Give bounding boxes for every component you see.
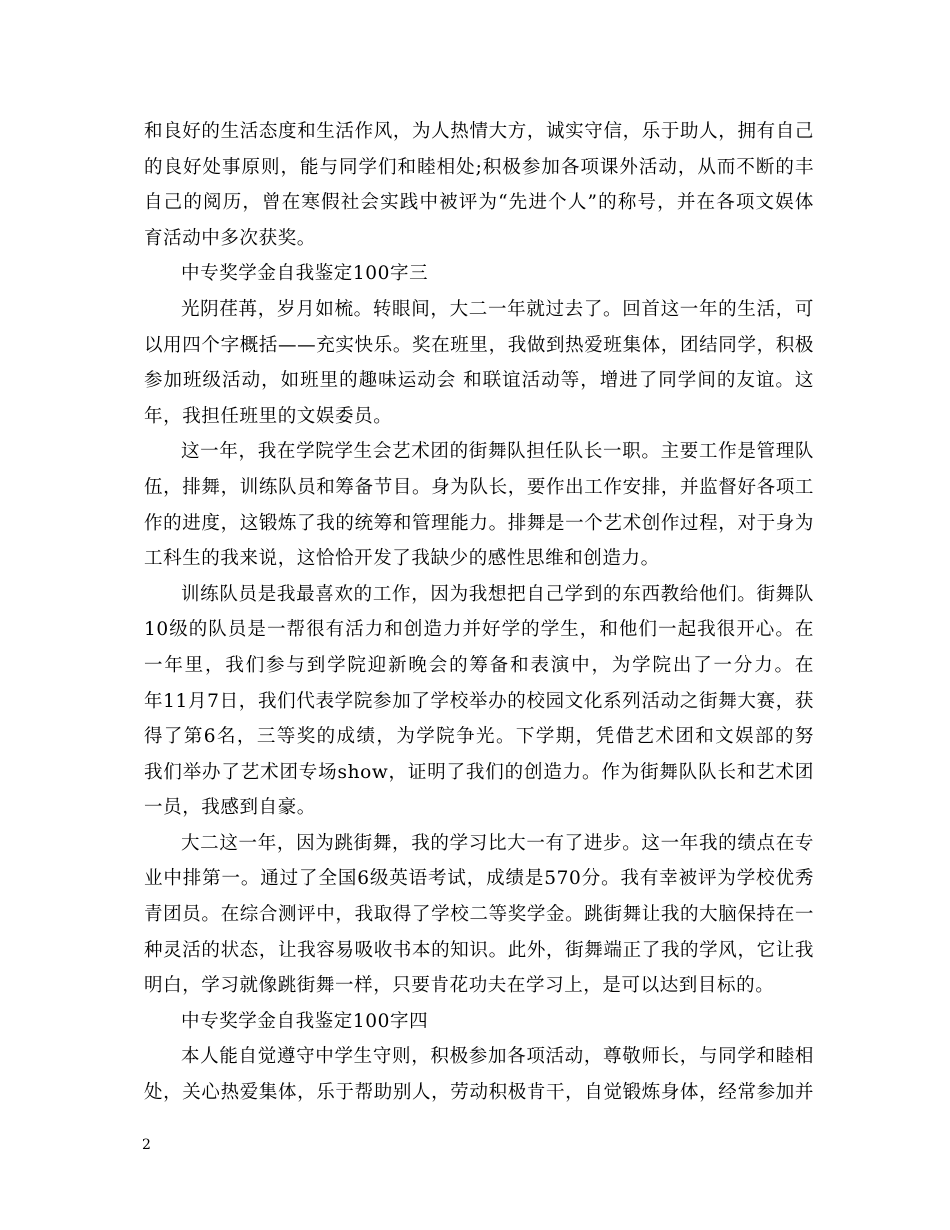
page-number: 2 — [142, 1137, 151, 1153]
text-line: 明白，学习就像跳街舞一样，只要肯花功夫在学习上，是可以达到目标的。 — [144, 975, 775, 997]
text-line: 参加班级活动，如班里的趣味运动会 和联谊活动等，增进了同学间的友谊。这 — [144, 370, 814, 392]
text-line: 以用四个字概括——充实快乐。奖在班里，我做到热爱班集体，团结同学，积极 — [144, 334, 814, 356]
text-line: 训练队员是我最喜欢的工作，因为我想把自己学到的东西教给他们。街舞队 — [181, 583, 814, 605]
text-line: 和良好的生活态度和生活作风，为人热情大方，诚实守信，乐于助人，拥有自己 — [144, 121, 814, 142]
text-line: 大二这一年，因为跳街舞，我的学习比大一有了进步。这一年我的绩点在专 — [181, 832, 814, 854]
text-line: 一年里，我们参与到学院迎新晚会的筹备和表演中，为学院出了一分力。在 — [144, 654, 814, 676]
text-line: 业中排第一。通过了全国6级英语考试，成绩是570分。我有幸被评为学校优秀 — [144, 868, 814, 890]
text-line: 一员，我感到自豪。 — [144, 797, 316, 819]
text-line: 得了第6名，三等奖的成绩，为学院争光。下学期，凭借艺术团和文娱部的努 — [144, 726, 814, 748]
text-line: 种灵活的状态，让我容易吸收书本的知识。此外，街舞端正了我的学风，它让我 — [144, 939, 814, 961]
text-line: 作的进度，这锻炼了我的统筹和管理能力。排舞是一个艺术创作过程，对于身为 — [144, 512, 814, 534]
text-line: 育活动中多次获奖。 — [144, 227, 316, 249]
section-heading: 中专奖学金自我鉴定100字三 — [181, 263, 429, 285]
text-line: 自己的阅历，曾在寒假社会实践中被评为“先进个人”的称号，并在各项文娱体 — [144, 192, 814, 214]
text-line: 光阴荏苒，岁月如梳。转眼间，大二一年就过去了。回首这一年的生活，可 — [181, 298, 814, 320]
section-heading: 中专奖学金自我鉴定100字四 — [181, 1010, 429, 1032]
text-line: 年，我担任班里的文娱委员。 — [144, 405, 393, 427]
text-line: 本人能自觉遵守中学生守则，积极参加各项活动，尊敬师长，与同学和睦相 — [181, 1046, 814, 1068]
text-line: 年11月7日，我们代表学院参加了学校举办的校园文化系列活动之街舞大赛，获 — [144, 690, 814, 712]
text-line: 我们举办了艺术团专场show，证明了我们的创造力。作为街舞队队长和艺术团 — [144, 761, 814, 783]
text-line: 10级的队员是一帮很有活力和创造力并好学的学生，和他们一起我很开心。在 — [144, 619, 814, 641]
text-line: 处，关心热爱集体，乐于帮助别人，劳动积极肯干，自觉锻炼身体，经常参加并 — [144, 1082, 814, 1104]
document-body — [144, 114, 814, 1111]
text-line: 的良好处事原则，能与同学们和睦相处;积极参加各项课外活动，从而不断的丰 — [144, 156, 814, 178]
text-line: 这一年，我在学院学生会艺术团的街舞队担任队长一职。主要工作是管理队 — [181, 441, 814, 463]
text-line: 伍，排舞，训练队员和筹备节目。身为队长，要作出工作安排，并监督好各项工 — [144, 476, 814, 498]
text-line: 工科生的我来说，这恰恰开发了我缺少的感性思维和创造力。 — [144, 548, 660, 570]
text-line: 青团员。在综合测评中，我取得了学校二等奖学金。跳街舞让我的大脑保持在一 — [144, 904, 814, 926]
